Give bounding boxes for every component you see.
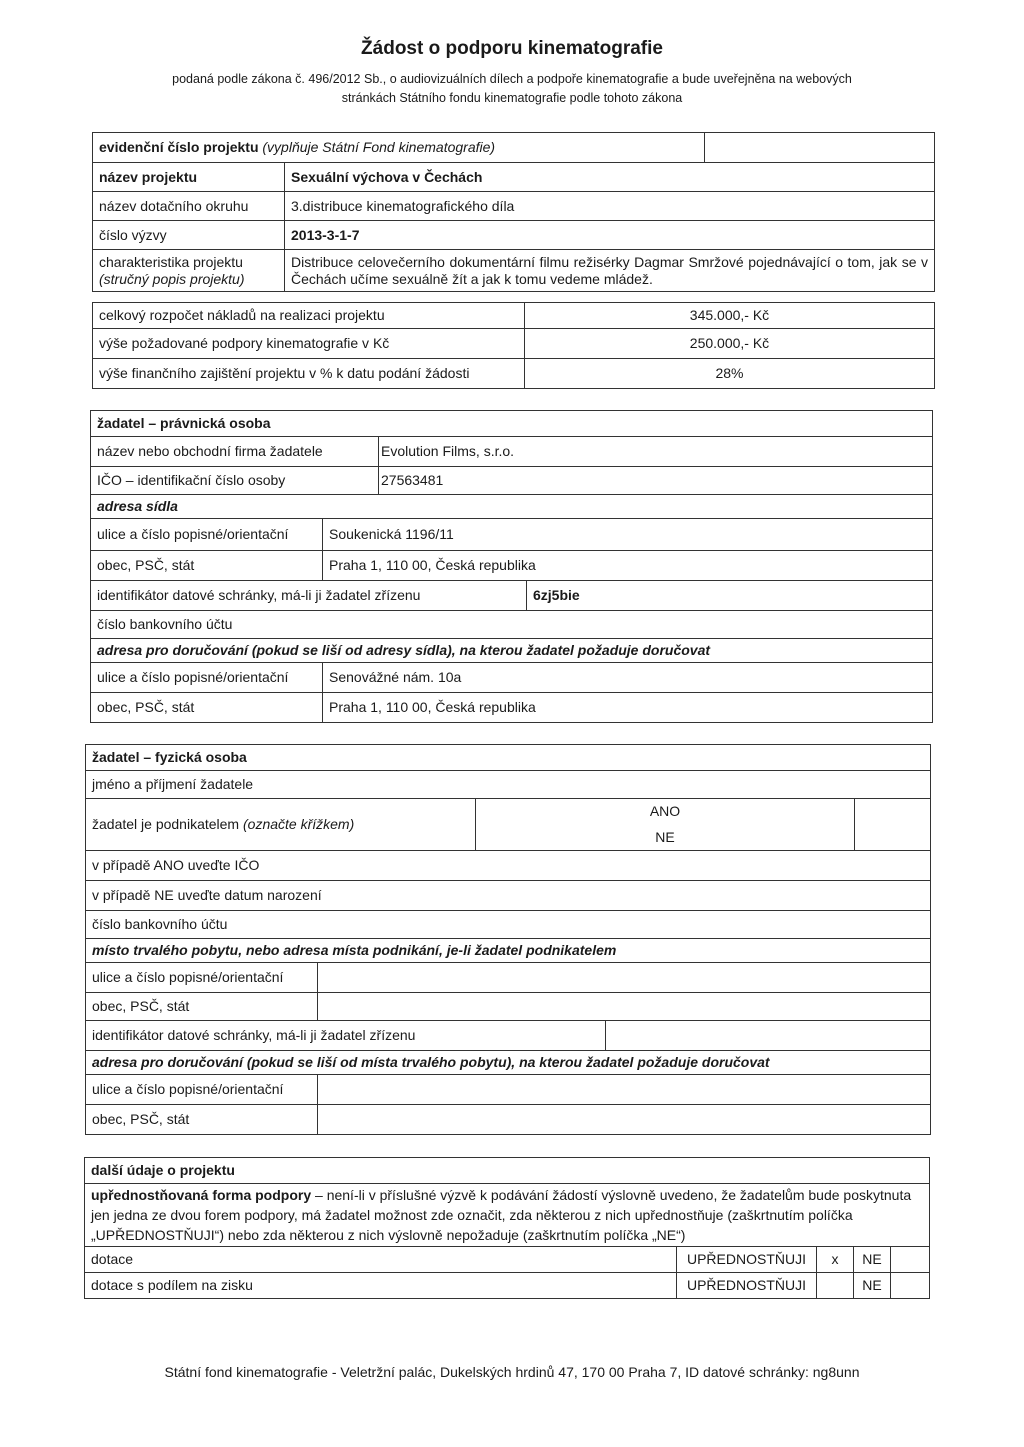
pref-description: upřednostňovaná forma podpory – není-li v příslušné výzvě k podávání žádostí výslovně uvedeno, že žadatelům bude poskytnuta jen jedna ze dvou forem podpory, má žadatel možnost zde označit, zda některou z nich upřednostňuje (zaškrtnutím políčka „UPŘEDNOSTŇUJI“) nebo zda některou z nich výslovně nepožaduje (zaškrtnutím políčka „NE“): [85, 1184, 930, 1247]
row2-pref: UPŘEDNOSTŇUJI: [677, 1273, 817, 1299]
birth-label: v případě NE uveďte datum narození: [86, 881, 931, 911]
budget-value[interactable]: 345.000,- Kč: [525, 303, 935, 329]
char-value[interactable]: Distribuce celovečerního dokumentární filmu režisérky Dagmar Smržové pojednávající o tom, jak se v Čechách učíme sexuálně žít a jak k tomu vedeme mládež.: [285, 250, 935, 292]
bank-label: číslo bankovního účtu: [91, 611, 933, 639]
evid-label: evidenční číslo projektu (vyplňuje Státní Fond kinematografie): [93, 133, 705, 163]
firm-label: název nebo obchodní firma žadatele: [91, 437, 379, 467]
ds-value[interactable]: 6zj5bie: [527, 581, 933, 611]
project-name-value[interactable]: Sexuální výchova v Čechách: [285, 163, 935, 192]
seat-heading: adresa sídla: [91, 495, 933, 519]
bank-label: číslo bankovního účtu: [86, 911, 931, 939]
page-subtitle: [100, 70, 924, 108]
ds-value[interactable]: [606, 1021, 931, 1051]
ne-option: NE: [476, 825, 855, 851]
ds-label: identifikátor datové schránky, má-li ji žadatel zřízenu: [86, 1021, 606, 1051]
row1-pref-check[interactable]: x: [817, 1247, 854, 1273]
vyzva-value[interactable]: 2013-3-1-7: [285, 221, 935, 250]
ico-value[interactable]: 27563481: [379, 467, 933, 495]
okruh-label: název dotačního okruhu: [93, 192, 285, 221]
entrepreneur-check[interactable]: [855, 799, 931, 851]
page-footer: Státní fond kinematografie - Veletržní palác, Dukelských hrdinů 47, 170 00 Praha 7, ID datové schránky: ng8unn: [164, 1364, 860, 1380]
d-street-label: ulice a číslo popisné/orientační: [86, 1075, 318, 1105]
res-city-label: obec, PSČ, stát: [86, 993, 318, 1021]
row1-ne: NE: [854, 1247, 891, 1273]
evid-value[interactable]: [705, 133, 935, 163]
res-street-value[interactable]: [318, 963, 931, 993]
delivery-heading: adresa pro doručování (pokud se liší od adresy sídla), na kterou žadatel požaduje doručovat: [91, 639, 933, 663]
budget-label: celkový rozpočet nákladů na realizaci projektu: [93, 303, 525, 329]
delivery-heading: adresa pro doručování (pokud se liší od místa trvalého pobytu), na kterou žadatel požaduje doručovat: [86, 1051, 931, 1075]
support-label: výše požadované podpory kinematografie v Kč: [93, 329, 525, 359]
table-row: [85, 1247, 930, 1273]
vyzva-label: číslo výzvy: [93, 221, 285, 250]
subtitle-line-1: podaná podle zákona č. 496/2012 Sb., o audiovizuálních dílech a podpoře kinematografie a bude uveřejněna na webových: [172, 72, 852, 86]
firm-value[interactable]: Evolution Films, s.r.o.: [379, 437, 933, 467]
row1-label: dotace: [85, 1247, 677, 1273]
natural-person-table: [85, 744, 931, 1135]
d-city-value[interactable]: [318, 1105, 931, 1135]
subtitle-line-2: stránkách Státního fondu kinematografie podle tohoto zákona: [341, 91, 683, 105]
char-label: charakteristika projektu (stručný popis projektu): [93, 250, 285, 292]
legal-person-table: [90, 410, 933, 723]
residence-heading: místo trvalého pobytu, nebo adresa místa podnikání, je-li žadatel podnikatelem: [86, 939, 931, 963]
row2-ne-check[interactable]: [891, 1273, 930, 1299]
d-city-label: obec, PSČ, stát: [91, 693, 323, 723]
project-table: [92, 132, 935, 292]
d-street-label: ulice a číslo popisné/orientační: [91, 663, 323, 693]
street-value[interactable]: Soukenická 1196/11: [323, 519, 933, 551]
page-title: Žádost o podporu kinematografie: [361, 38, 663, 59]
d-street-value[interactable]: [318, 1075, 931, 1105]
natural-name-label: jméno a příjmení žadatele: [86, 771, 931, 799]
natural-heading: žadatel – fyzická osoba: [86, 745, 931, 771]
ano-option: ANO: [476, 799, 855, 825]
okruh-value[interactable]: 3.distribuce kinematografického díla: [285, 192, 935, 221]
ico-label: v případě ANO uveďte IČO: [86, 851, 931, 881]
ico-label: IČO – identifikační číslo osoby: [91, 467, 379, 495]
other-data-table: [84, 1157, 930, 1299]
city-value[interactable]: Praha 1, 110 00, Česká republika: [323, 551, 933, 581]
legal-heading: žadatel – právnická osoba: [91, 411, 933, 437]
row2-pref-check[interactable]: [817, 1273, 854, 1299]
res-city-value[interactable]: [318, 993, 931, 1021]
financing-value[interactable]: 28%: [525, 359, 935, 389]
support-value[interactable]: 250.000,- Kč: [525, 329, 935, 359]
table-row: [85, 1273, 930, 1299]
street-label: ulice a číslo popisné/orientační: [91, 519, 323, 551]
d-street-value[interactable]: Senovážné nám. 10a: [323, 663, 933, 693]
d-city-label: obec, PSČ, stát: [86, 1105, 318, 1135]
financing-label: výše finančního zajištění projektu v % k datu podání žádosti: [93, 359, 525, 389]
other-heading: další údaje o projektu: [85, 1158, 930, 1184]
entrepreneur-label: žadatel je podnikatelem (označte křížkem): [86, 799, 476, 851]
project-name-label: název projektu: [93, 163, 285, 192]
row1-ne-check[interactable]: [891, 1247, 930, 1273]
city-label: obec, PSČ, stát: [91, 551, 323, 581]
d-city-value[interactable]: Praha 1, 110 00, Česká republika: [323, 693, 933, 723]
row2-label: dotace s podílem na zisku: [85, 1273, 677, 1299]
ds-label: identifikátor datové schránky, má-li ji žadatel zřízenu: [91, 581, 527, 611]
res-street-label: ulice a číslo popisné/orientační: [86, 963, 318, 993]
row2-ne: NE: [854, 1273, 891, 1299]
budget-table: [92, 302, 935, 389]
row1-pref: UPŘEDNOSTŇUJI: [677, 1247, 817, 1273]
